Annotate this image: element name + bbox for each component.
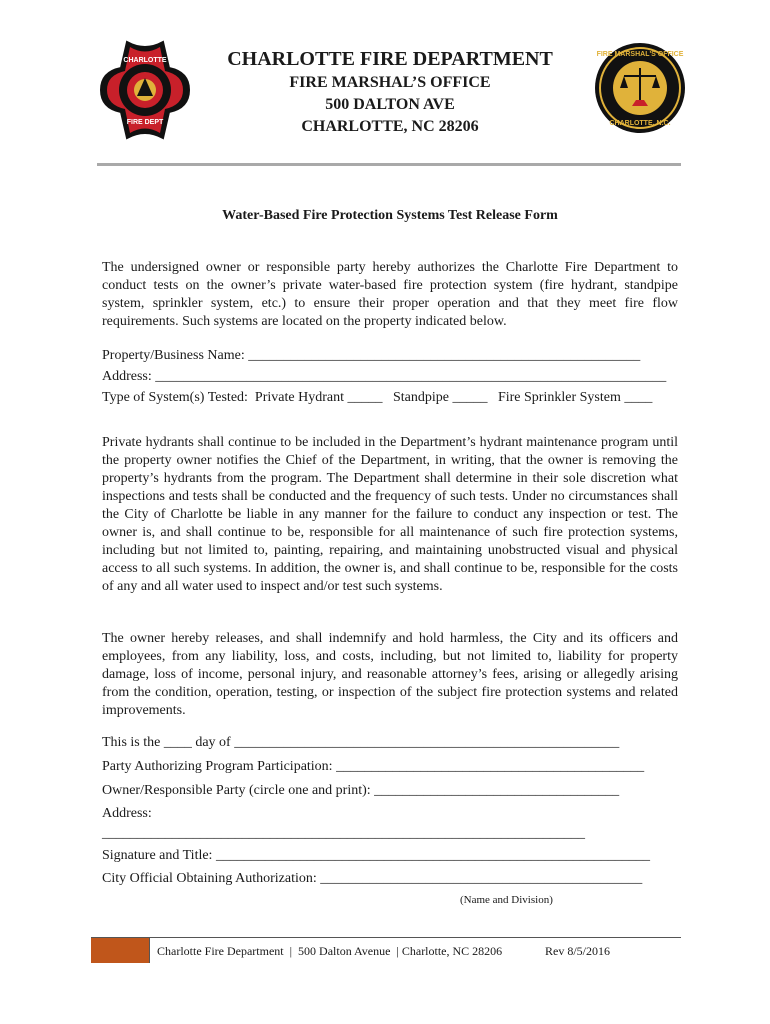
owner-responsible-field[interactable]: Owner/Responsible Party (circle one and print): ___________________________________ [102, 783, 620, 798]
fire-marshal-seal-icon [594, 42, 686, 134]
party-authorizing-field[interactable]: Party Authorizing Program Participation: ____________________________________________ [102, 759, 645, 774]
svg-text:FIRE MARSHAL'S OFFICE: FIRE MARSHAL'S OFFICE [596, 51, 684, 58]
street-heading: 500 DALTON AVE [325, 96, 455, 113]
footer-accent-bar [91, 938, 149, 963]
footer-address: Charlotte Fire Department | 500 Dalton Avenue | Charlotte, NC 28206 [157, 944, 503, 958]
svg-text:CHARLOTTE, N.C.: CHARLOTTE, N.C. [609, 120, 671, 127]
footer-revision: Rev 8/5/2016 [545, 944, 610, 958]
date-field[interactable]: This is the ____ day of _______________________________________________________ [102, 735, 620, 750]
footer-divider [91, 937, 681, 938]
office-heading: FIRE MARSHAL’S OFFICE [289, 74, 491, 91]
department-heading: CHARLOTTE FIRE DEPARTMENT [227, 48, 553, 70]
system-type-field[interactable]: Type of System(s) Tested: Private Hydrant _____ Standpipe _____ Fire Sprinkler System ____ [102, 390, 653, 405]
intro-paragraph: The undersigned owner or responsible party hereby authorizes the Charlotte Fire Department to conduct tests on the owner’s private water-based fire protection system (fire hydrant, standpipe system, sprinkler system, etc.) to ensure their proper operation and that they meet fire flow requirements. Such systems are located on the property indicated below. [102, 260, 678, 329]
svg-text:CHARLOTTE: CHARLOTTE [123, 57, 167, 64]
address-label: Address: [102, 806, 152, 821]
name-division-caption: (Name and Division) [460, 894, 553, 906]
city-official-field[interactable]: City Official Obtaining Authorization: ______________________________________________ [102, 871, 643, 886]
header-divider [97, 163, 681, 166]
form-title: Water-Based Fire Protection Systems Test Release Form [222, 208, 558, 223]
svg-text:FIRE DEPT: FIRE DEPT [126, 119, 164, 126]
signature-title-field[interactable]: Signature and Title: ______________________________________________________________ [102, 848, 650, 863]
hydrant-maintenance-paragraph: Private hydrants shall continue to be included in the Department’s hydrant maintenance program until the property owner notifies the Chief of the Department, in writing, that the owner is removing the property’s hydrants from the program. The Department shall determine in their sole discretion what inspections and tests shall be conducted and the frequency of such tests. Under no circumstances shall the City of Charlotte be liable in any manner for the failure to conduct any inspection or test. The owner is, and shall continue to be, responsible for all maintenance of such fire protection systems, including but not limited to, painting, repairing, and maintaining unobstructed visual and physical access to all such systems. In addition, the owner is, and shall continue to be, responsible for the costs of any and all water used to inspect and/or test such systems. [102, 435, 678, 594]
charlotte-fire-dept-logo-icon [97, 38, 193, 142]
property-name-field[interactable]: Property/Business Name: ________________________________________________________ [102, 348, 641, 363]
address-field[interactable]: Address: _________________________________________________________________________ [102, 369, 667, 384]
city-heading: CHARLOTTE, NC 28206 [301, 118, 479, 135]
address-blank-field[interactable]: _____________________________________________________________________ [102, 826, 585, 841]
footer-separator [149, 938, 150, 963]
release-paragraph: The owner hereby releases, and shall indemnify and hold harmless, the City and its officers and employees, from any liability, loss, and costs, including, but not limited to, liability for property damage, loss of income, personal injury, and reasonable attorney’s fees, arising or allegedly arising from the condition, operation, testing, or inspection of the subject fire protection systems and related improvements. [102, 631, 678, 718]
